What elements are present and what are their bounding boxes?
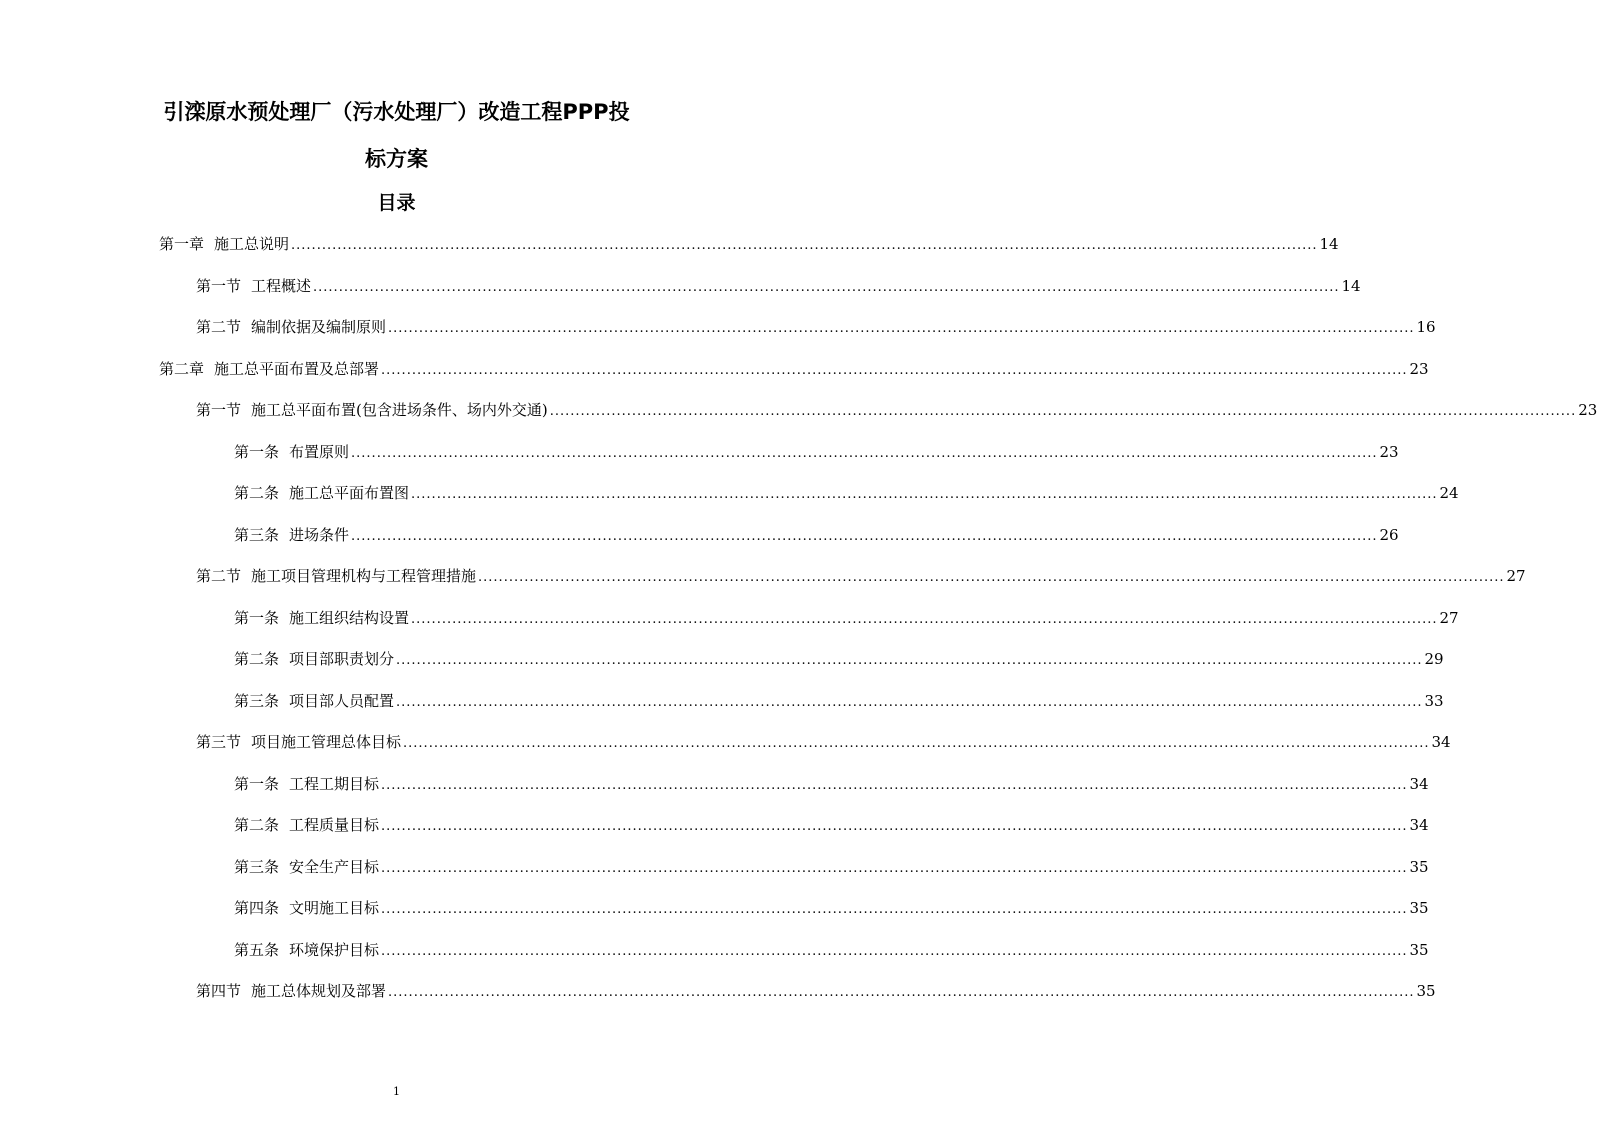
toc-entry[interactable] [159, 231, 1339, 257]
toc-entry-page: 23 [1578, 401, 1597, 419]
toc-entry[interactable] [234, 937, 1429, 963]
toc-entry-page: 35 [1409, 899, 1429, 917]
toc-dot-leader: ........................................................................................................................................................................................................ [549, 404, 1577, 419]
toc-entry-page: 14 [1319, 235, 1339, 253]
toc-entry[interactable] [234, 812, 1429, 838]
toc-entry-title: 环境保护目标 [289, 941, 380, 959]
toc-dot-leader: ........................................................................................................................................................................................................ [403, 736, 1430, 751]
toc-dot-leader: ........................................................................................................................................................................................................ [381, 778, 1408, 793]
toc-entry-page: 34 [1409, 775, 1429, 793]
toc-entry-title: 施工组织结构设置 [289, 609, 410, 627]
document-title-line-2: 标方案 [365, 147, 428, 171]
toc-entry-number: 第四条 [234, 899, 280, 917]
document-title-line-1: 引滦原水预处理厂（污水处理厂）改造工程PPP投 [163, 100, 630, 124]
toc-entry-title: 项目施工管理总体目标 [251, 733, 402, 751]
toc-entry-page: 24 [1439, 484, 1459, 502]
toc-entry-title: 布置原则 [289, 443, 350, 461]
toc-entry-title: 项目部人员配置 [289, 692, 395, 710]
toc-entry-page: 29 [1424, 650, 1444, 668]
toc-entry-number: 第一节 [196, 277, 242, 295]
toc-entry-title: 工程质量目标 [289, 816, 380, 834]
toc-entry-page: 35 [1416, 982, 1436, 1000]
toc-heading: 目录 [377, 192, 416, 214]
toc-entry-number: 第三节 [196, 733, 242, 751]
toc-entry-number: 第一条 [234, 443, 280, 461]
toc-entry-page: 16 [1416, 318, 1436, 336]
toc-entry-number: 第二条 [234, 484, 280, 502]
toc-entry-page: 34 [1409, 816, 1429, 834]
toc-entry-number: 第二节 [196, 567, 242, 585]
toc-dot-leader: ........................................................................................................................................................................................................ [388, 985, 1415, 1000]
toc-entry[interactable] [234, 522, 1399, 548]
toc-entry[interactable] [196, 273, 1361, 299]
toc-entry-page: 26 [1379, 526, 1399, 544]
toc-entry-title: 编制依据及编制原则 [251, 318, 387, 336]
toc-entry[interactable] [234, 439, 1399, 465]
toc-dot-leader: ........................................................................................................................................................................................................ [381, 902, 1408, 917]
toc-dot-leader: ........................................................................................................................................................................................................ [313, 280, 1340, 295]
toc-dot-leader: ........................................................................................................................................................................................................ [411, 487, 1438, 502]
toc-dot-leader: ........................................................................................................................................................................................................ [388, 321, 1415, 336]
toc-entry-page: 33 [1424, 692, 1444, 710]
toc-dot-leader: ........................................................................................................................................................................................................ [381, 861, 1408, 876]
toc-entry-number: 第三条 [234, 692, 280, 710]
toc-entry-number: 第一条 [234, 775, 280, 793]
toc-entry-number: 第二条 [234, 650, 280, 668]
toc-dot-leader: ........................................................................................................................................................................................................ [351, 529, 1378, 544]
toc-entry[interactable] [159, 356, 1429, 382]
toc-dot-leader: ........................................................................................................................................................................................................ [381, 363, 1408, 378]
toc-entry-number: 第五条 [234, 941, 280, 959]
toc-entry[interactable] [234, 895, 1429, 921]
toc-entry-title: 工程工期目标 [289, 775, 380, 793]
toc-entry[interactable] [196, 978, 1436, 1004]
toc-dot-leader: ........................................................................................................................................................................................................ [351, 446, 1378, 461]
toc-entry-page: 14 [1341, 277, 1361, 295]
toc-entry-title: 施工总平面布置及总部署 [214, 360, 380, 378]
toc-entry-number: 第四节 [196, 982, 242, 1000]
toc-entry-number: 第一章 [159, 235, 205, 253]
toc-entry-number: 第三条 [234, 526, 280, 544]
toc-dot-leader: ........................................................................................................................................................................................................ [396, 695, 1423, 710]
toc-entry-title: 施工总平面布置(包含进场条件、场内外交通) [251, 401, 548, 419]
toc-entry-title: 项目部职责划分 [289, 650, 395, 668]
toc-entry-title: 施工项目管理机构与工程管理措施 [251, 567, 477, 585]
toc-dot-leader: ........................................................................................................................................................................................................ [381, 944, 1408, 959]
toc-entry-title: 施工总说明 [214, 235, 290, 253]
toc-entry-title: 施工总平面布置图 [289, 484, 410, 502]
toc-entry[interactable] [196, 729, 1451, 755]
toc-entry-page: 34 [1431, 733, 1451, 751]
toc-entry-page: 27 [1506, 567, 1526, 585]
toc-entry-title: 安全生产目标 [289, 858, 380, 876]
toc-entry[interactable] [234, 688, 1444, 714]
toc-entry[interactable] [196, 314, 1436, 340]
toc-entry-number: 第三条 [234, 858, 280, 876]
toc-entry[interactable] [234, 771, 1429, 797]
toc-dot-leader: ........................................................................................................................................................................................................ [291, 238, 1318, 253]
toc-entry-number: 第二节 [196, 318, 242, 336]
toc-entry-number: 第二条 [234, 816, 280, 834]
toc-entry-title: 施工总体规划及部署 [251, 982, 387, 1000]
toc-entry[interactable] [234, 646, 1444, 672]
toc-dot-leader: ........................................................................................................................................................................................................ [381, 819, 1408, 834]
toc-entry-page: 23 [1409, 360, 1429, 378]
toc-entry[interactable] [196, 397, 1597, 423]
toc-entry[interactable] [196, 563, 1526, 589]
toc-entry-number: 第二章 [159, 360, 205, 378]
toc-entry-page: 27 [1439, 609, 1459, 627]
toc-entry-title: 工程概述 [251, 277, 312, 295]
toc-dot-leader: ........................................................................................................................................................................................................ [478, 570, 1505, 585]
toc-entry-page: 35 [1409, 858, 1429, 876]
toc-entry-page: 23 [1379, 443, 1399, 461]
toc-entry-number: 第一条 [234, 609, 280, 627]
page-number: 1 [393, 1085, 400, 1098]
toc-entry-number: 第一节 [196, 401, 242, 419]
toc-dot-leader: ........................................................................................................................................................................................................ [396, 653, 1423, 668]
toc-entry-page: 35 [1409, 941, 1429, 959]
toc-entry[interactable] [234, 480, 1459, 506]
toc-entry[interactable] [234, 605, 1459, 631]
toc-entry-title: 进场条件 [289, 526, 350, 544]
toc-entry-title: 文明施工目标 [289, 899, 380, 917]
toc-dot-leader: ........................................................................................................................................................................................................ [411, 612, 1438, 627]
toc-entry[interactable] [234, 854, 1429, 880]
